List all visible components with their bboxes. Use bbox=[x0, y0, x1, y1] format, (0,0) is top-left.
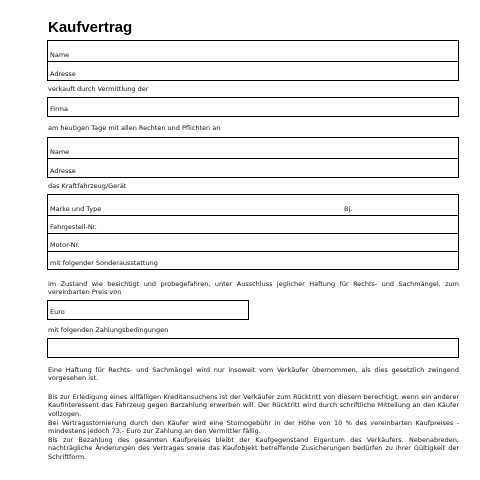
seller-name-field[interactable] bbox=[48, 41, 458, 61]
ownership-text: Bis zur Bezahlung des gesamten Kaufpreises bleibt der Kaufgegenstand Eigentum des Verkäufers. Nebenabreden, nachträgliche Änderungen des Vertrages sowie das Kaufobjekt betreffende Zusicherungen bedürfen zu ihrer Gültigkeit der Schriftform. bbox=[48, 436, 459, 461]
document-title: Kaufvertrag bbox=[48, 19, 133, 36]
payment-text: mit folgenden Zahlungsbedingungen bbox=[48, 326, 169, 334]
warranty-text: Eine Haftung für Rechts- und Sachmängel wird nur insoweit vom Verkäufer übernommen, als dies gesetzlich zwingend vorgesehen ist. bbox=[48, 366, 459, 383]
rights-text: am heutigen Tage mit allen Rechten und Pflichten an bbox=[48, 124, 221, 132]
year-label: Bj. bbox=[344, 204, 353, 213]
engine-number-field[interactable] bbox=[48, 233, 458, 251]
extras-label: mit folgender Sonderausstattung bbox=[50, 258, 158, 267]
make-type-field[interactable] bbox=[48, 195, 458, 215]
engine-number-label: Motor-Nr. bbox=[50, 240, 80, 249]
extras-field[interactable] bbox=[48, 251, 458, 269]
make-type-label: Marke und Type bbox=[50, 204, 102, 213]
price-label: Euro bbox=[50, 308, 65, 316]
vehicle-text: das Kraftfahrzeug/Gerät bbox=[48, 182, 127, 190]
price-field[interactable] bbox=[47, 300, 249, 320]
vehicle-box bbox=[47, 194, 459, 270]
buyer-name-label: Name bbox=[50, 147, 70, 156]
seller-box bbox=[47, 40, 459, 81]
firm-field[interactable] bbox=[47, 97, 459, 117]
seller-address-label: Adresse bbox=[50, 69, 76, 78]
buyer-address-label: Adresse bbox=[50, 166, 76, 175]
via-text: verkauft durch Vermittlung der bbox=[48, 85, 149, 93]
chassis-number-field[interactable] bbox=[48, 215, 458, 233]
payment-terms-field[interactable] bbox=[47, 338, 459, 358]
seller-name-label: Name bbox=[50, 50, 70, 59]
cancel-text: Bei Vertragsstornierung durch den Käufer wird eine Stornogebühr in der Höhe von 10 % des vereinbarten Kaufpreises - mindestens jedoch 73,- Euro zur Zahlung an den Vermittler fällig. bbox=[48, 419, 459, 436]
buyer-name-field[interactable] bbox=[48, 138, 458, 158]
condition-text: im Zustand wie besichtigt und probegefahren, unter Ausschluss jeglicher Haftung für Rechts- und Sachmängel, zum vereinbarten Preis von bbox=[48, 280, 459, 297]
chassis-number-label: Fahrgestell-Nr. bbox=[50, 222, 97, 231]
credit-text: Bis zur Erledigung eines allfälligen Kreditansuchens ist der Verkäufer zum Rücktritt von diesem berechtigt, wenn ein anderer Kaufinteressent das Fahrzeug gegen Barzahlung erwerben will. Der Rücktritt wird durch schriftliche Mitteilung an den Käufer vollzogen. bbox=[48, 393, 459, 418]
buyer-address-field[interactable] bbox=[48, 158, 458, 177]
firm-label: Firma bbox=[50, 105, 68, 113]
seller-address-field[interactable] bbox=[48, 61, 458, 80]
buyer-box bbox=[47, 137, 459, 178]
